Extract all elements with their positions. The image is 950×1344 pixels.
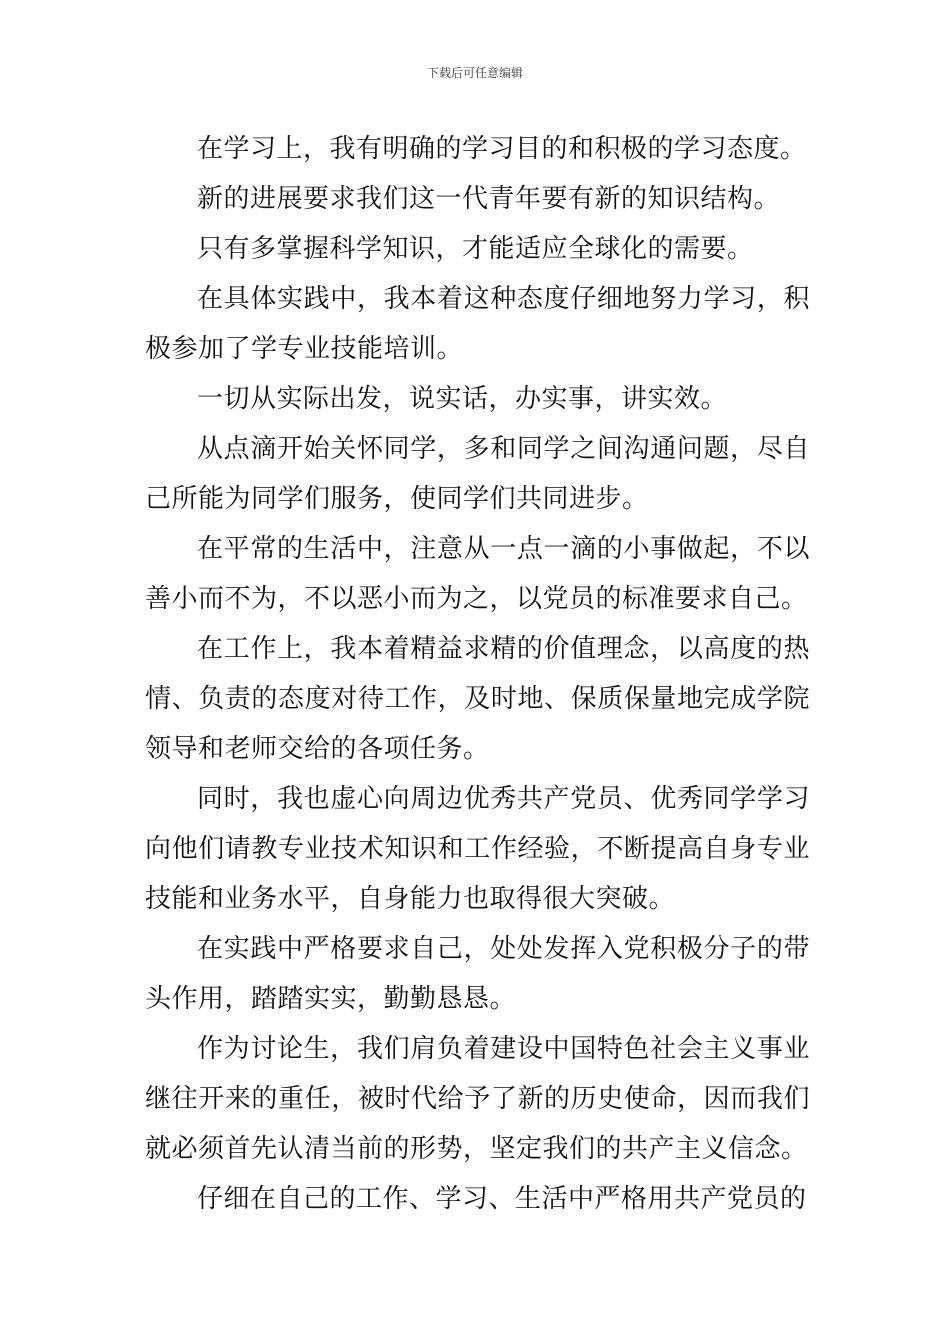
paragraph: 在具体实践中，我本着这种态度仔细地努力学习，积极参加了学专业技能培训。 bbox=[145, 284, 810, 364]
paragraph: 在平常的生活中，注意从一点一滴的小事做起，不以善小而不为，不以恶小而为之，以党员的标准要求自己。 bbox=[145, 534, 810, 614]
paragraph: 在学习上，我有明确的学习目的和积极的学习态度。 bbox=[197, 134, 807, 164]
paragraph: 作为讨论生，我们肩负着建设中国特色社会主义事业继往开来的重任，被时代给予了新的历史使命，因而我们就必须首先认清当前的形势，坚定我们的共产主义信念。 bbox=[145, 1034, 810, 1164]
paragraph: 在实践中严格要求自己，处处发挥入党积极分子的带头作用，踏踏实实，勤勤恳恳。 bbox=[145, 934, 810, 1014]
paragraph: 同时，我也虚心向周边优秀共产党员、优秀同学学习向他们请教专业技术知识和工作经验，不断提高自身专业技能和业务水平，自身能力也取得很大突破。 bbox=[145, 784, 810, 914]
paragraph: 一切从实际出发，说实话，办实事，讲实效。 bbox=[197, 384, 728, 414]
paragraph: 仔细在自己的工作、学习、生活中严格用共产党员的 bbox=[197, 1184, 807, 1214]
page-header: 下载后可任意编辑 bbox=[426, 66, 523, 80]
paragraph: 新的进展要求我们这一代青年要有新的知识结构。 bbox=[197, 184, 781, 214]
document-body bbox=[145, 124, 810, 1224]
paragraph: 只有多掌握科学知识，才能适应全球化的需要。 bbox=[197, 234, 754, 264]
paragraph: 在工作上，我本着精益求精的价值理念，以高度的热情、负责的态度对待工作，及时地、保质保量地完成学院领导和老师交给的各项任务。 bbox=[145, 634, 810, 764]
paragraph: 从点滴开始关怀同学，多和同学之间沟通问题，尽自己所能为同学们服务，使同学们共同进步。 bbox=[145, 434, 810, 514]
